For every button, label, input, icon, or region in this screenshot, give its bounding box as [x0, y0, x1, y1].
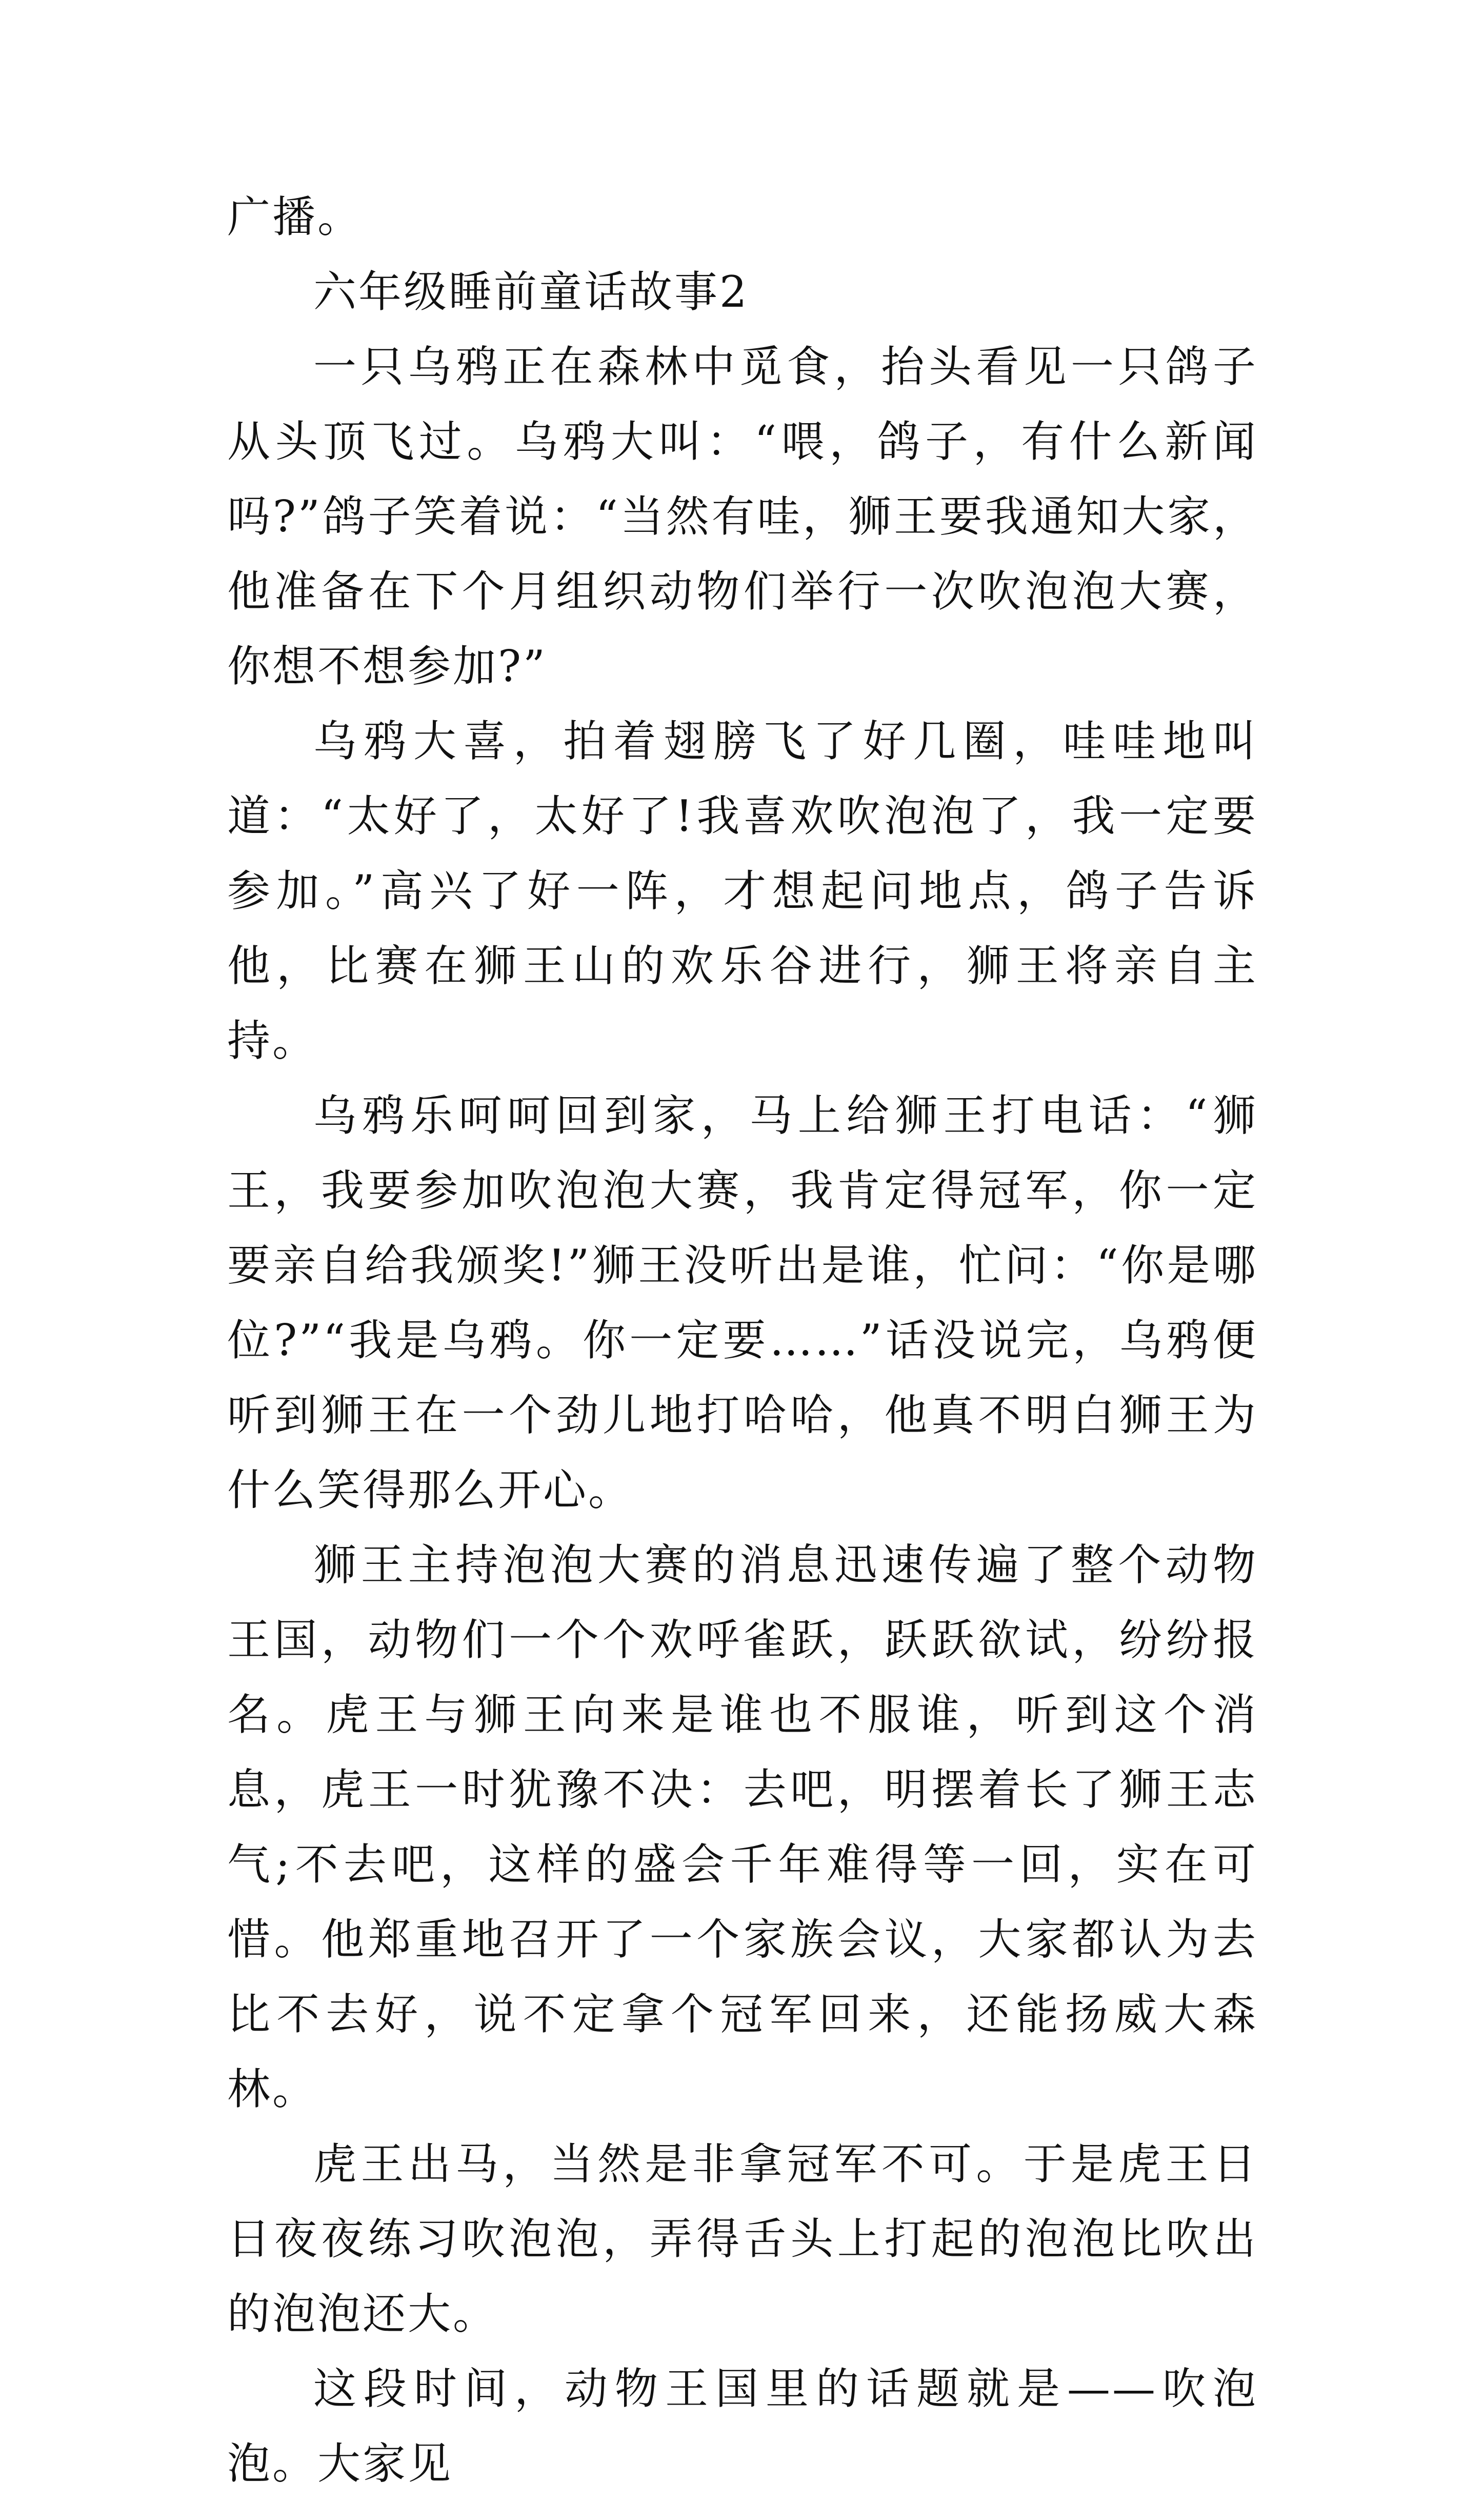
paragraph-4: 乌鸦大喜，拍着翅膀飞了好几圈，哇哇地叫道：“太好了，太好了!我喜欢吹泡泡了，我一定要参加。”高兴了好一阵，才想起问地点，鸽子告诉他，比赛在狮王山的欢乐谷进行，狮王将亲自主持。	[227, 716, 1258, 1066]
paragraph-1: 广播。	[227, 192, 363, 242]
paragraph-7: 虎王出马，当然是非拿冠军不可。于是虎王日日夜夜练习吹泡泡，弄得舌头上打起的泡泡比吹出的泡泡还大。	[227, 2139, 1258, 2339]
paragraph-8: 这段时间，动物王国里的话题就是——吹泡泡。大家见	[227, 2364, 1258, 2489]
paragraph-5: 乌鸦乐呵呵回到家，马上给狮王打电话：“狮王，我要参加吹泡泡大赛，我肯定得冠军，你一定要亲自给我颁奖!”狮王没听出是谁，忙问：“你是哪位?”“我是乌鸦。你一定要……”话没说完，乌鸦便听到狮王在一个劲儿地打哈哈，他真不明白狮王为什么笑得那么开心。	[227, 1090, 1258, 1515]
document-body	[227, 180, 1258, 2501]
paragraph-6: 狮王主持泡泡大赛的消息迅速传遍了整个动物王国，动物们一个个欢呼雀跃，跃跃欲试，纷纷报名。虎王与狮王向来是谁也不服谁，听到这个消息，虎王一时犹豫不决：去吧，明摆着长了狮王志气;不去吧，这样的盛会千年难得等一回，实在可惜。他郑重地召开了一个家族会议，大家都认为去比不去好，说不定拿个冠军回来，还能扬威大森林。	[227, 1540, 1258, 2114]
paragraph-3: 一只乌鸦正在森林中觅食，抬头看见一只鸽子从头顶飞过。乌鸦大叫：“喂，鸽子，有什么新闻吗?”鸽子笑着说：“当然有哇，狮王要我通知大家，他准备在下个月组织动物们举行一次吹泡泡大赛，你想不想参加?”	[227, 342, 1258, 691]
story-title: 六年级睡前童话故事2	[313, 267, 749, 317]
